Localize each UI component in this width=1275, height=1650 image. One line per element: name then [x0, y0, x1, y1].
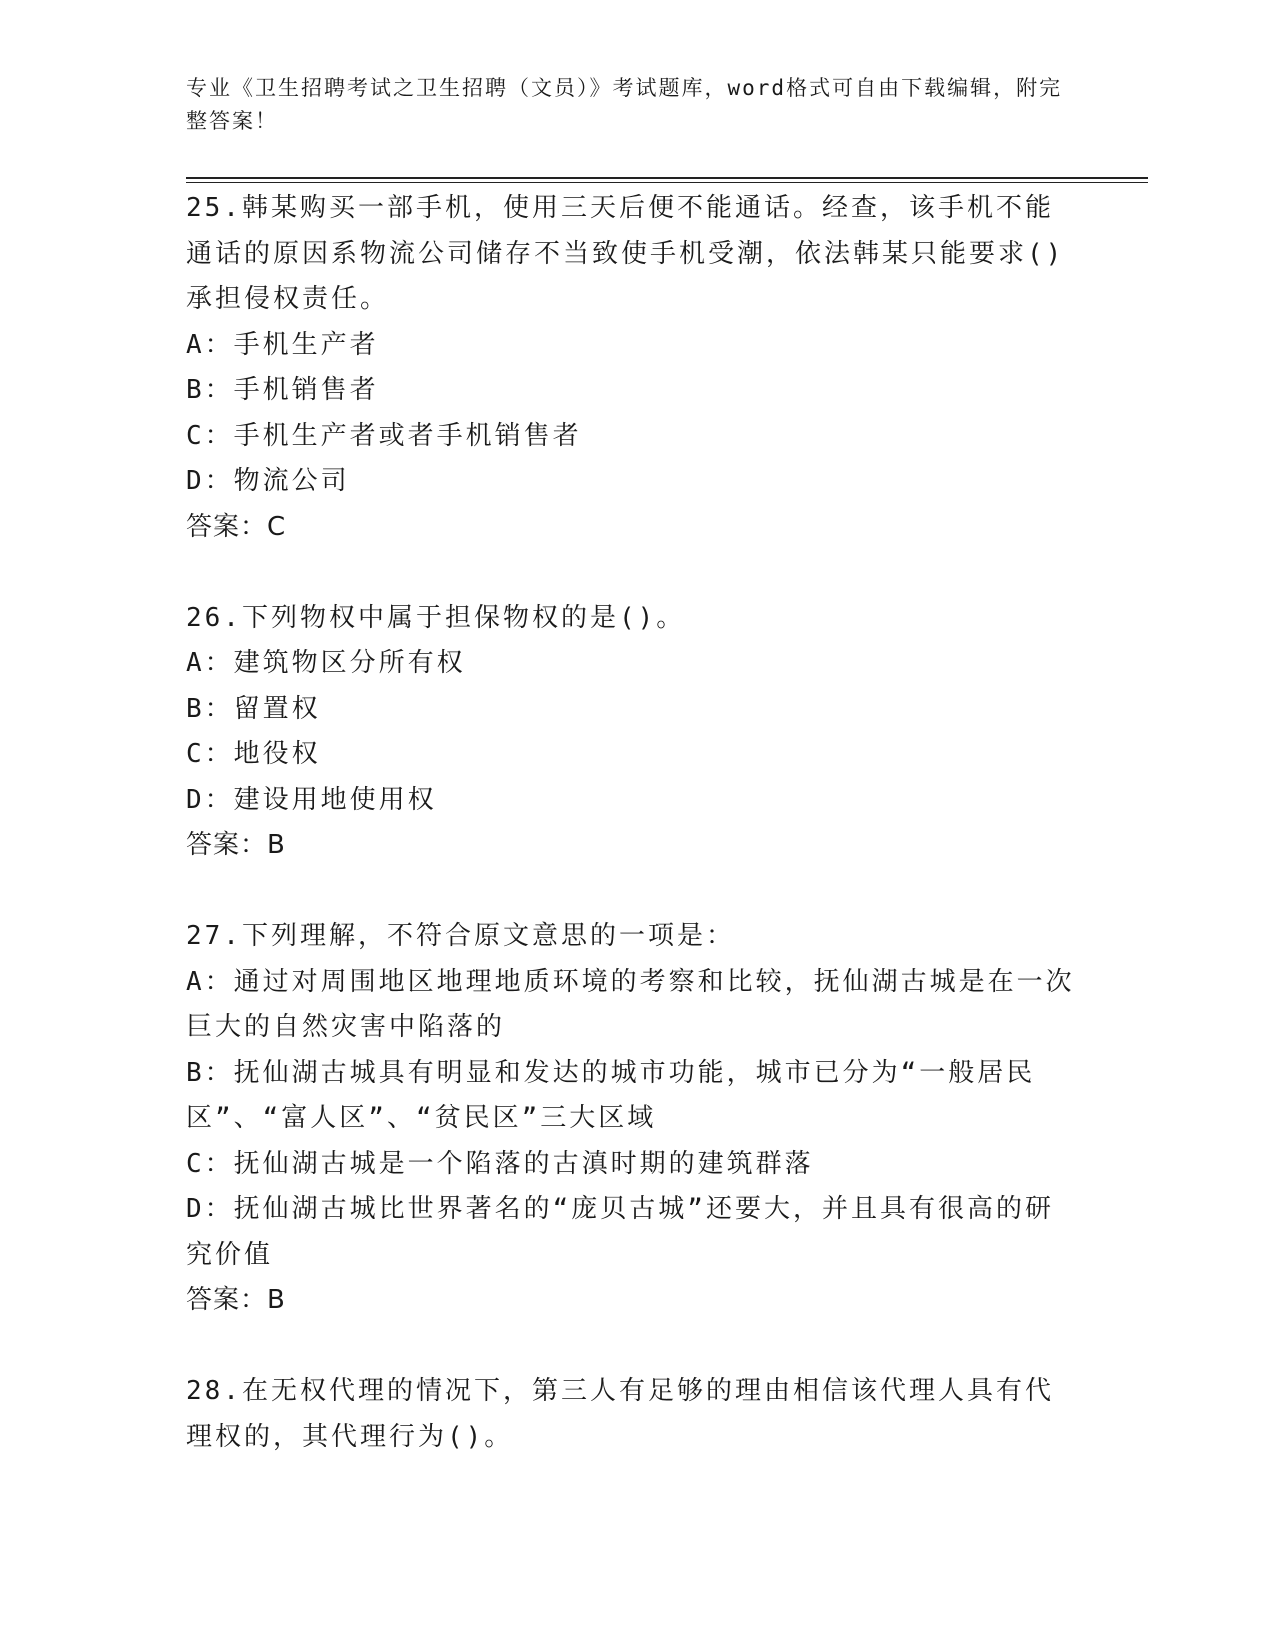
answer: 答案：B [186, 830, 286, 860]
option-a: A：通过对周围地区地理地质环境的考察和比较，抚仙湖古城是在一次巨大的自然灾害中陷落的 [186, 966, 1075, 1042]
document-header [186, 72, 1066, 138]
question-stem: 28.在无权代理的情况下，第三人有足够的理由相信该代理人具有代理权的，其代理行为()。 [186, 1376, 1054, 1452]
option-c: C：手机生产者或者手机销售者 [186, 420, 582, 451]
header-divider-thin [186, 182, 1148, 183]
option-c: C：抚仙湖古城是一个陷落的古滇时期的建筑群落 [186, 1148, 814, 1179]
option-d: D：抚仙湖古城比世界著名的“庞贝古城”还要大，并且具有很高的研究价值 [186, 1194, 1054, 1270]
question-stem: 26.下列物权中属于担保物权的是()。 [186, 602, 686, 633]
header-divider-thick [186, 177, 1148, 179]
question-list [186, 186, 1076, 1506]
option-d: D：物流公司 [186, 466, 350, 496]
answer: 答案：C [186, 511, 287, 542]
answer: 答案：B [186, 1285, 286, 1315]
option-d: D：建设用地使用权 [186, 784, 437, 815]
option-a: A：手机生产者 [186, 329, 379, 360]
question-stem: 27.下列理解，不符合原文意思的一项是： [186, 921, 735, 951]
question-26 [186, 596, 1076, 869]
question-stem: 25.韩某购买一部手机，使用三天后便不能通话。经查，该手机不能通话的原因系物流公司储存不当致使手机受潮，依法韩某只能要求()承担侵权责任。 [186, 193, 1065, 314]
option-b: B：抚仙湖古城具有明显和发达的城市功能，城市已分为“一般居民区”、“富人区”、“贫民区”三大区域 [186, 1057, 1036, 1133]
question-25 [186, 186, 1076, 550]
question-28 [186, 1369, 1076, 1460]
option-b: B：留置权 [186, 693, 321, 724]
option-b: B：手机销售者 [186, 375, 379, 405]
option-c: C：地役权 [186, 739, 321, 769]
option-a: A：建筑物区分所有权 [186, 648, 466, 678]
header-description: 专业《卫生招聘考试之卫生招聘（文员）》考试题库，word格式可自由下载编辑，附完整答案！ [186, 76, 1063, 133]
question-27 [186, 914, 1076, 1324]
